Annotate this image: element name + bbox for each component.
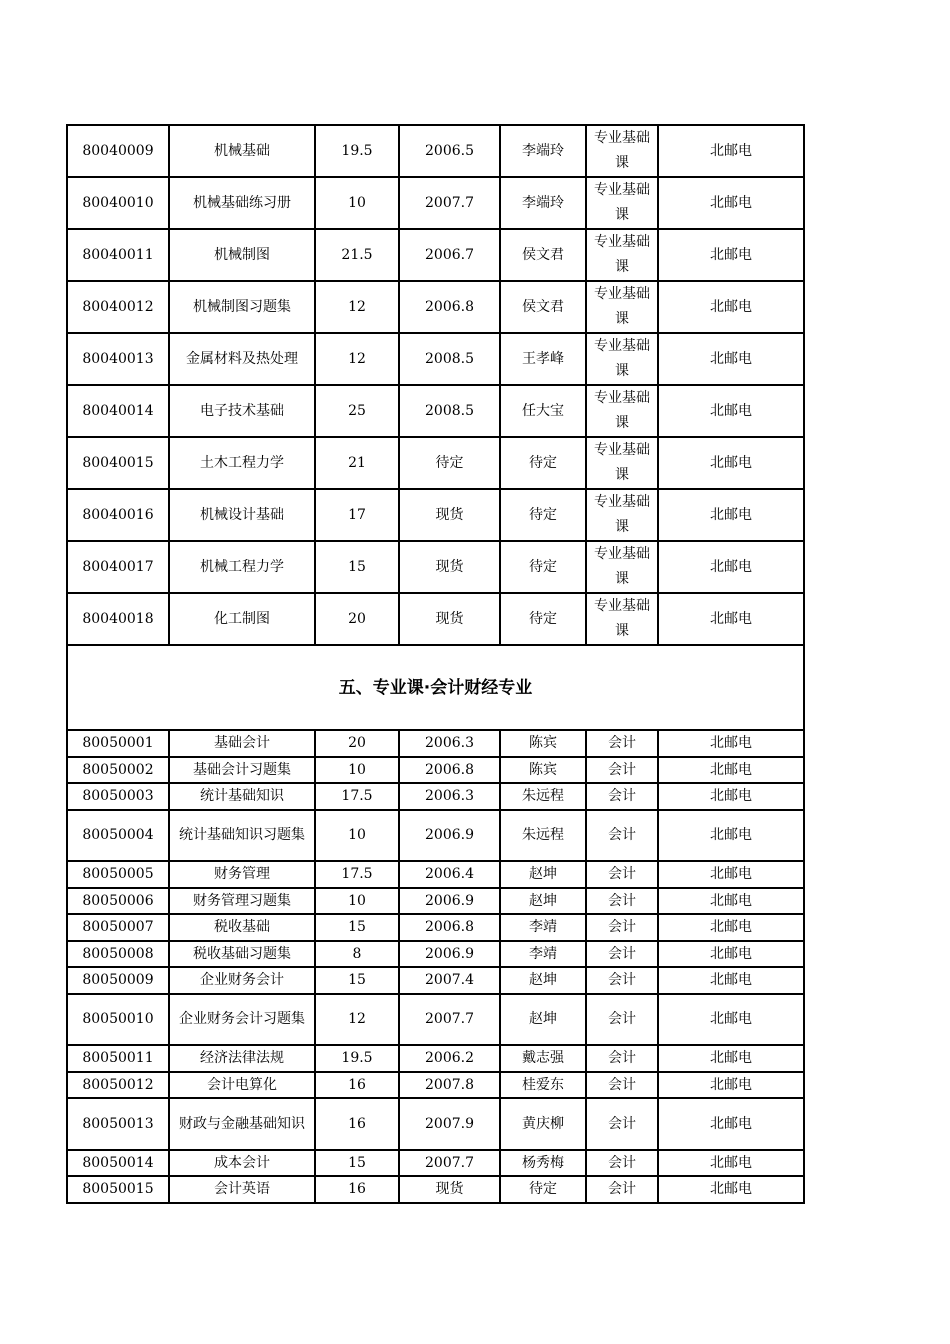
course-type-cell: 会计	[586, 914, 658, 941]
price-cell: 12	[315, 281, 399, 333]
book-code-cell: 80040011	[67, 229, 169, 281]
book-code-cell: 80040018	[67, 593, 169, 645]
table-row	[67, 541, 804, 593]
book-code-cell: 80050009	[67, 967, 169, 994]
price-cell: 25	[315, 385, 399, 437]
section-heading-block	[66, 639, 805, 729]
publisher-cell: 北邮电	[658, 810, 804, 862]
publisher-cell: 北邮电	[658, 941, 804, 968]
book-title-cell: 财务管理	[169, 861, 315, 888]
publish-date-cell: 2007.7	[399, 994, 500, 1046]
publish-date-cell: 2006.8	[399, 281, 500, 333]
book-title-cell: 机械设计基础	[169, 489, 315, 541]
course-type-cell: 专业基础课	[586, 593, 658, 645]
table-row	[67, 333, 804, 385]
publish-date-cell: 2006.3	[399, 730, 500, 757]
book-table-accounting	[66, 729, 805, 1204]
book-title-cell: 基础会计	[169, 730, 315, 757]
price-cell: 17.5	[315, 783, 399, 810]
author-cell: 侯文君	[500, 229, 586, 281]
book-table-professional-basics	[66, 124, 805, 646]
book-title-cell: 成本会计	[169, 1150, 315, 1177]
book-title-cell: 会计英语	[169, 1176, 315, 1203]
author-cell: 朱远程	[500, 783, 586, 810]
author-cell: 待定	[500, 541, 586, 593]
course-type-cell: 专业基础课	[586, 177, 658, 229]
course-type-cell: 会计	[586, 941, 658, 968]
author-cell: 杨秀梅	[500, 1150, 586, 1177]
author-cell: 陈宾	[500, 730, 586, 757]
book-code-cell: 80040010	[67, 177, 169, 229]
publisher-cell: 北邮电	[658, 757, 804, 784]
publish-date-cell: 2006.3	[399, 783, 500, 810]
price-cell: 15	[315, 1150, 399, 1177]
price-cell: 12	[315, 333, 399, 385]
price-cell: 8	[315, 941, 399, 968]
book-title-cell: 土木工程力学	[169, 437, 315, 489]
price-cell: 17	[315, 489, 399, 541]
course-type-cell: 专业基础课	[586, 333, 658, 385]
author-cell: 待定	[500, 437, 586, 489]
publisher-cell: 北邮电	[658, 783, 804, 810]
book-code-cell: 80040016	[67, 489, 169, 541]
publisher-cell: 北邮电	[658, 1072, 804, 1099]
book-title-cell: 企业财务会计	[169, 967, 315, 994]
publish-date-cell: 2008.5	[399, 333, 500, 385]
publish-date-cell: 2006.5	[399, 125, 500, 177]
author-cell: 李靖	[500, 914, 586, 941]
publisher-cell: 北邮电	[658, 229, 804, 281]
publisher-cell: 北邮电	[658, 1045, 804, 1072]
course-type-cell: 专业基础课	[586, 385, 658, 437]
publisher-cell: 北邮电	[658, 967, 804, 994]
price-cell: 10	[315, 757, 399, 784]
section-heading: 五、专业课·会计财经专业	[338, 678, 533, 698]
publish-date-cell: 2006.2	[399, 1045, 500, 1072]
publisher-cell: 北邮电	[658, 1150, 804, 1177]
author-cell: 待定	[500, 489, 586, 541]
author-cell: 戴志强	[500, 1045, 586, 1072]
publish-date-cell: 2007.8	[399, 1072, 500, 1099]
publish-date-cell: 2007.4	[399, 967, 500, 994]
publish-date-cell: 现货	[399, 1176, 500, 1203]
book-code-cell: 80050005	[67, 861, 169, 888]
book-code-cell: 80040014	[67, 385, 169, 437]
book-title-cell: 电子技术基础	[169, 385, 315, 437]
table-row	[67, 810, 804, 862]
book-title-cell: 会计电算化	[169, 1072, 315, 1099]
book-title-cell: 基础会计习题集	[169, 757, 315, 784]
book-code-cell: 80050014	[67, 1150, 169, 1177]
course-type-cell: 会计	[586, 783, 658, 810]
author-cell: 赵坤	[500, 888, 586, 915]
course-type-cell: 专业基础课	[586, 281, 658, 333]
table-body	[67, 730, 804, 1203]
course-type-cell: 会计	[586, 888, 658, 915]
book-title-cell: 统计基础知识习题集	[169, 810, 315, 862]
table-row	[67, 177, 804, 229]
price-cell: 16	[315, 1176, 399, 1203]
publisher-cell: 北邮电	[658, 994, 804, 1046]
course-type-cell: 专业基础课	[586, 541, 658, 593]
price-cell: 12	[315, 994, 399, 1046]
course-type-cell: 会计	[586, 1045, 658, 1072]
price-cell: 10	[315, 810, 399, 862]
book-code-cell: 80050003	[67, 783, 169, 810]
book-code-cell: 80050006	[67, 888, 169, 915]
table-row	[67, 593, 804, 645]
publish-date-cell: 2007.7	[399, 177, 500, 229]
publish-date-cell: 2006.8	[399, 757, 500, 784]
publish-date-cell: 2007.9	[399, 1098, 500, 1150]
publish-date-cell: 2006.7	[399, 229, 500, 281]
book-code-cell: 80050008	[67, 941, 169, 968]
price-cell: 10	[315, 888, 399, 915]
book-title-cell: 经济法律法规	[169, 1045, 315, 1072]
publish-date-cell: 2008.5	[399, 385, 500, 437]
publish-date-cell: 现货	[399, 593, 500, 645]
publisher-cell: 北邮电	[658, 888, 804, 915]
course-type-cell: 会计	[586, 1176, 658, 1203]
publisher-cell: 北邮电	[658, 593, 804, 645]
publish-date-cell: 待定	[399, 437, 500, 489]
price-cell: 15	[315, 967, 399, 994]
table-row	[67, 888, 804, 915]
book-code-cell: 80040013	[67, 333, 169, 385]
book-code-cell: 80050007	[67, 914, 169, 941]
book-code-cell: 80050001	[67, 730, 169, 757]
author-cell: 李靖	[500, 941, 586, 968]
book-code-cell: 80050010	[67, 994, 169, 1046]
author-cell: 侯文君	[500, 281, 586, 333]
table-row	[67, 1150, 804, 1177]
publisher-cell: 北邮电	[658, 914, 804, 941]
publisher-cell: 北邮电	[658, 177, 804, 229]
publisher-cell: 北邮电	[658, 1098, 804, 1150]
book-title-cell: 机械基础	[169, 125, 315, 177]
price-cell: 15	[315, 914, 399, 941]
table-row	[67, 1098, 804, 1150]
publisher-cell: 北邮电	[658, 125, 804, 177]
book-title-cell: 财务管理习题集	[169, 888, 315, 915]
publisher-cell: 北邮电	[658, 333, 804, 385]
table-row	[67, 1045, 804, 1072]
book-code-cell: 80040009	[67, 125, 169, 177]
table-row	[67, 914, 804, 941]
book-title-cell: 财政与金融基础知识	[169, 1098, 315, 1150]
publish-date-cell: 2006.9	[399, 810, 500, 862]
table-row	[67, 861, 804, 888]
course-type-cell: 会计	[586, 1072, 658, 1099]
table-row	[67, 229, 804, 281]
table-body	[67, 125, 804, 645]
course-type-cell: 会计	[586, 967, 658, 994]
book-title-cell: 金属材料及热处理	[169, 333, 315, 385]
publisher-cell: 北邮电	[658, 730, 804, 757]
book-code-cell: 80050011	[67, 1045, 169, 1072]
book-code-cell: 80050015	[67, 1176, 169, 1203]
course-type-cell: 会计	[586, 730, 658, 757]
price-cell: 20	[315, 593, 399, 645]
price-cell: 20	[315, 730, 399, 757]
publish-date-cell: 现货	[399, 489, 500, 541]
price-cell: 17.5	[315, 861, 399, 888]
price-cell: 15	[315, 541, 399, 593]
book-title-cell: 统计基础知识	[169, 783, 315, 810]
table-row	[67, 1176, 804, 1203]
course-type-cell: 专业基础课	[586, 437, 658, 489]
author-cell: 李端玲	[500, 177, 586, 229]
author-cell: 赵坤	[500, 994, 586, 1046]
publish-date-cell: 现货	[399, 541, 500, 593]
publisher-cell: 北邮电	[658, 437, 804, 489]
table-row	[67, 281, 804, 333]
author-cell: 李端玲	[500, 125, 586, 177]
author-cell: 朱远程	[500, 810, 586, 862]
publisher-cell: 北邮电	[658, 281, 804, 333]
author-cell: 待定	[500, 1176, 586, 1203]
book-title-cell: 机械基础练习册	[169, 177, 315, 229]
price-cell: 19.5	[315, 125, 399, 177]
book-title-cell: 机械工程力学	[169, 541, 315, 593]
book-title-cell: 企业财务会计习题集	[169, 994, 315, 1046]
price-cell: 21.5	[315, 229, 399, 281]
author-cell: 桂爱东	[500, 1072, 586, 1099]
book-title-cell: 税收基础习题集	[169, 941, 315, 968]
course-type-cell: 会计	[586, 994, 658, 1046]
book-title-cell: 机械制图习题集	[169, 281, 315, 333]
price-cell: 21	[315, 437, 399, 489]
table-row	[67, 385, 804, 437]
table-row	[67, 783, 804, 810]
publisher-cell: 北邮电	[658, 861, 804, 888]
table-row	[67, 489, 804, 541]
table-row	[67, 1072, 804, 1099]
book-title-cell: 化工制图	[169, 593, 315, 645]
course-type-cell: 会计	[586, 810, 658, 862]
course-type-cell: 会计	[586, 1098, 658, 1150]
table-row	[67, 730, 804, 757]
table-row	[67, 941, 804, 968]
publish-date-cell: 2006.4	[399, 861, 500, 888]
author-cell: 赵坤	[500, 861, 586, 888]
table-row	[67, 967, 804, 994]
publisher-cell: 北邮电	[658, 1176, 804, 1203]
author-cell: 赵坤	[500, 967, 586, 994]
price-cell: 19.5	[315, 1045, 399, 1072]
publish-date-cell: 2006.9	[399, 941, 500, 968]
table-row	[67, 994, 804, 1046]
book-code-cell: 80040015	[67, 437, 169, 489]
table-row	[67, 437, 804, 489]
price-cell: 10	[315, 177, 399, 229]
publisher-cell: 北邮电	[658, 541, 804, 593]
book-title-cell: 机械制图	[169, 229, 315, 281]
book-code-cell: 80040012	[67, 281, 169, 333]
course-type-cell: 专业基础课	[586, 489, 658, 541]
author-cell: 任大宝	[500, 385, 586, 437]
price-cell: 16	[315, 1072, 399, 1099]
course-type-cell: 专业基础课	[586, 125, 658, 177]
publish-date-cell: 2006.8	[399, 914, 500, 941]
publisher-cell: 北邮电	[658, 385, 804, 437]
book-title-cell: 税收基础	[169, 914, 315, 941]
book-code-cell: 80040017	[67, 541, 169, 593]
book-code-cell: 80050004	[67, 810, 169, 862]
book-code-cell: 80050013	[67, 1098, 169, 1150]
book-code-cell: 80050002	[67, 757, 169, 784]
course-type-cell: 会计	[586, 757, 658, 784]
publish-date-cell: 2006.9	[399, 888, 500, 915]
course-type-cell: 会计	[586, 1150, 658, 1177]
author-cell: 陈宾	[500, 757, 586, 784]
course-type-cell: 会计	[586, 861, 658, 888]
author-cell: 黄庆柳	[500, 1098, 586, 1150]
author-cell: 待定	[500, 593, 586, 645]
publish-date-cell: 2007.7	[399, 1150, 500, 1177]
table-row	[67, 757, 804, 784]
table-row	[67, 125, 804, 177]
publisher-cell: 北邮电	[658, 489, 804, 541]
author-cell: 王孝峰	[500, 333, 586, 385]
book-code-cell: 80050012	[67, 1072, 169, 1099]
price-cell: 16	[315, 1098, 399, 1150]
course-type-cell: 专业基础课	[586, 229, 658, 281]
